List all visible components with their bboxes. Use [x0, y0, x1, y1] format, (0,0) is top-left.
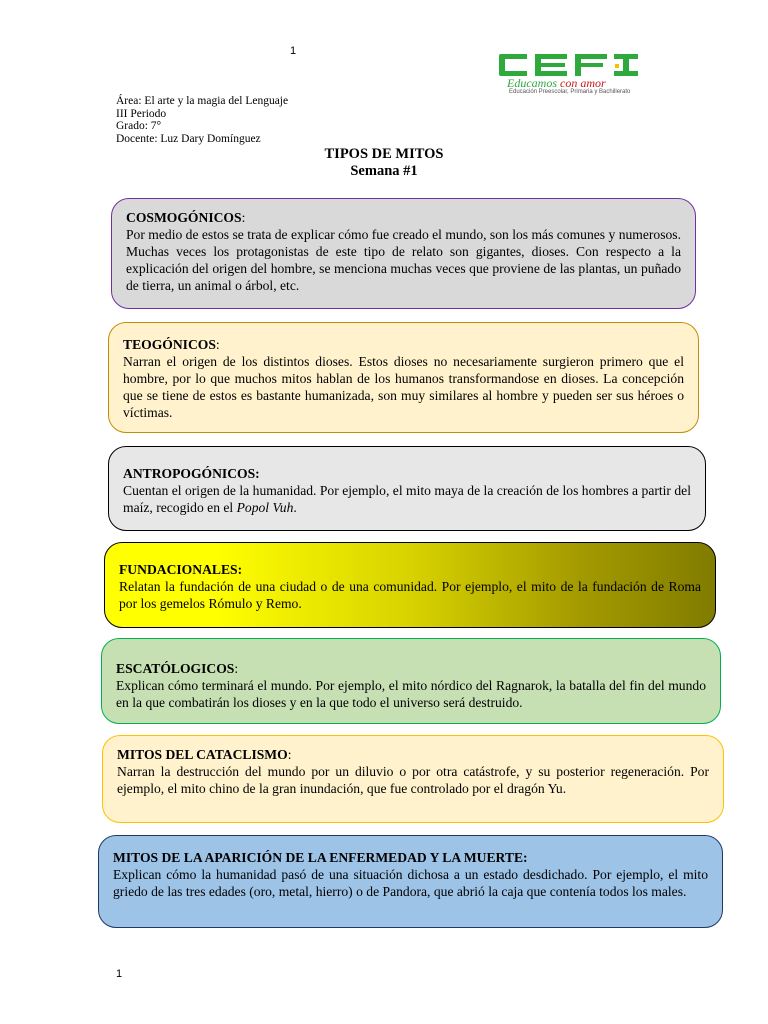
title-main: TIPOS DE MITOS — [324, 146, 444, 162]
document-metadata — [116, 95, 288, 145]
section-text: Narran la destrucción del mundo por un diluvio o por otra catástrofe, y su posterior regeneración. Por ejemplo, el mito chino de la gran inundación, que fue controlado por el dragón Yu. — [117, 764, 709, 796]
section-cosmogonicos — [111, 198, 696, 309]
meta-periodo: III Periodo — [116, 107, 167, 120]
section-heading: ANTROPOGÓNICOS: — [123, 466, 260, 481]
section-heading: ESCATÓLOGICOS: — [116, 661, 239, 676]
section-heading: MITOS DE LA APARICIÓN DE LA ENFERMEDAD Y LA MUERTE: — [113, 850, 528, 865]
section-antropogonicos — [108, 446, 706, 531]
meta-area: Área: El arte y la magia del Lenguaje — [116, 95, 289, 107]
section-heading: TEOGÓNICOS: — [123, 337, 220, 352]
section-enfermedad-muerte — [98, 835, 723, 928]
title-week: Semana #1 — [350, 163, 418, 179]
section-cataclismo — [102, 735, 724, 823]
section-text: Narran el origen de los distintos dioses. Estos dioses no necesariamente surgieron primero que el hombre, por lo que muchos mitos hablan de los humanos transformandose en dioses. La concepción que se tiene de estos es bastante humanizada, son muy similares al hombre y pueden ser sus héroes o víctimas. — [123, 354, 684, 420]
document-title — [0, 146, 768, 180]
logo-tagline: Educamos con amor — [507, 76, 606, 90]
page-number-bottom: 1 — [116, 968, 123, 980]
meta-grado: Grado: 7° — [116, 120, 162, 132]
section-heading: MITOS DEL CATACLISMO: — [117, 747, 292, 762]
section-text: Explican cómo terminará el mundo. Por ejemplo, el mito nórdico del Ragnarok, la batalla del fin del mundo en la que combatirán los dioses y en la que todo el universo será destruido. — [116, 678, 706, 710]
cefi-wordmark — [497, 52, 645, 78]
section-text: Relatan la fundación de una ciudad o de una comunidad. Por ejemplo, el mito de la fundación de Roma por los gemelos Rómulo y Remo. — [119, 579, 701, 611]
section-text: Cuentan el origen de la humanidad. Por ejemplo, el mito maya de la creación de los hombres a partir del maíz, recogido en el Popol Vuh. — [123, 483, 691, 515]
page-number-top: 1 — [290, 45, 297, 57]
section-escatologicos — [101, 638, 721, 724]
section-text: Por medio de estos se trata de explicar cómo fue creado el mundo, son los más comunes y numerosos. Muchas veces los protagonistas de este tipo de relato son gigantes, dioses. Con respecto a la explicación del origen del hombre, se menciona muchas veces que proviene de las plantas, un puñado de tierra, un animal o árbol, etc. — [126, 227, 681, 293]
section-heading: FUNDACIONALES: — [119, 562, 243, 577]
section-fundacionales — [104, 542, 716, 628]
section-text: Explican cómo la humanidad pasó de una situación dichosa a un estado desdichado. Por ejemplo, el mito griedo de las tres edades (oro, metal, hierro) o de Pandora, que abrió la caja que contenía todos los males. — [113, 867, 708, 899]
meta-docente: Docente: Luz Dary Domínguez — [116, 132, 261, 145]
cefi-logo — [497, 52, 645, 98]
section-teogonicos — [108, 322, 699, 433]
logo-subtitle: Educación Preescolar, Primaria y Bachillerato — [509, 89, 631, 95]
section-heading: COSMOGÓNICOS: — [126, 210, 246, 225]
